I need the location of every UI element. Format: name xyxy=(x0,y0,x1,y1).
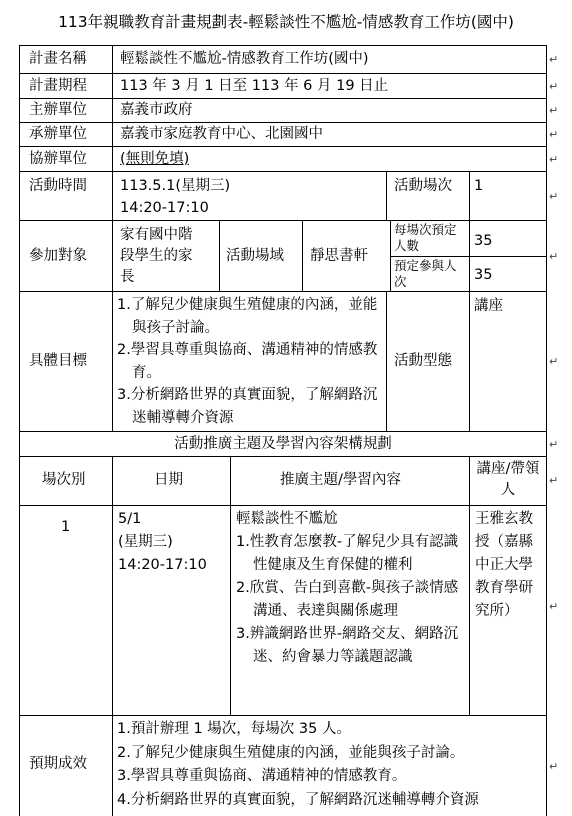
target-line-1: 家有國中階 xyxy=(120,227,193,243)
plan-period-value: 113 年 3 月 1 日至 113 年 6 月 19 日止 xyxy=(120,78,389,94)
theme-content xyxy=(236,508,466,669)
outcome-item: 2.了解兒少健康與生殖健康的內涵，並能與孩子討論。 xyxy=(117,744,465,761)
expected-per-value: 35 xyxy=(474,233,493,249)
goals-list xyxy=(117,294,383,429)
venue-label: 活動場域 xyxy=(226,248,284,264)
outcome-item: 4.分析網路世界的真實面貌，了解網路沉迷輔導轉介資源 xyxy=(117,791,479,808)
goal-item: 3.分析網路世界的真實面貌，了解網路沉迷輔導轉介資源 xyxy=(117,387,378,426)
target-label: 參加對象 xyxy=(29,248,87,264)
paragraph-mark: ↵ xyxy=(549,53,559,66)
co-organizer-value: (無則免填) xyxy=(120,151,190,167)
paragraph-mark: ↵ xyxy=(549,474,559,487)
host-value: 嘉義市政府 xyxy=(120,102,193,118)
theme-item: 2.欣賞、告白到喜歡-與孩子談情感溝通、表達與關係處理 xyxy=(236,580,459,619)
outcome-list xyxy=(117,718,545,812)
paragraph-mark: ↵ xyxy=(549,760,559,773)
target-line-3: 長 xyxy=(120,269,135,285)
goals-label: 具體目標 xyxy=(29,353,87,369)
activity-time-line1: 113.5.1(星期三) xyxy=(120,178,231,194)
plan-name-value: 輕鬆談性不尷尬-情感教育工作坊(國中) xyxy=(120,51,369,67)
page-title: 113年親職教育計畫規劃表-輕鬆談性不尷尬-情感教育工作坊(國中) xyxy=(58,13,514,31)
col-header-date: 日期 xyxy=(154,472,183,488)
session-date-line2: (星期三) xyxy=(118,534,173,550)
paragraph-mark: ↵ xyxy=(549,190,559,203)
expected-total-value: 35 xyxy=(474,267,493,283)
col-header-session: 場次別 xyxy=(42,472,86,488)
goal-item: 1.了解兒少健康與生殖健康的內涵，並能與孩子討論。 xyxy=(117,297,378,336)
speaker: 王雅玄教授（嘉縣中正大學教育學研究所） xyxy=(475,511,533,619)
paragraph-mark: ↵ xyxy=(549,600,559,613)
outcome-item: 3.學習具尊重與協商、溝通精神的情感教育。 xyxy=(117,768,407,784)
activity-type-label: 活動型態 xyxy=(394,353,452,369)
paragraph-mark: ↵ xyxy=(549,355,559,368)
paragraph-mark: ↵ xyxy=(549,80,559,93)
outcome-label: 預期成效 xyxy=(29,756,87,772)
sessions-label: 活動場次 xyxy=(394,178,452,194)
expected-per-label: 每場次預定人數 xyxy=(394,222,457,253)
venue-value: 靜思書軒 xyxy=(310,248,368,264)
organizer-value: 嘉義市家庭教育中心、北園國中 xyxy=(120,126,323,142)
sessions-value: 1 xyxy=(474,178,484,194)
plan-name-label: 計畫名稱 xyxy=(29,51,87,67)
paragraph-mark: ↵ xyxy=(549,438,559,451)
plan-period-label: 計畫期程 xyxy=(29,78,87,94)
organizer-label: 承辦單位 xyxy=(29,126,87,142)
theme-title: 輕鬆談性不尷尬 xyxy=(236,511,338,527)
co-organizer-label: 協辦單位 xyxy=(29,151,87,167)
goal-item: 2.學習具尊重與協商、溝通精神的情感教育。 xyxy=(117,342,378,381)
session-date-line3: 14:20-17:10 xyxy=(118,557,207,573)
outcome-item: 1.預計辦理 1 場次，每場次 35 人。 xyxy=(117,721,351,737)
paragraph-mark: ↵ xyxy=(549,250,559,263)
framework-heading: 活動推廣主題及學習內容架構規劃 xyxy=(174,436,392,452)
activity-time-label: 活動時間 xyxy=(29,178,87,194)
host-label: 主辦單位 xyxy=(29,102,87,118)
col-header-speaker: 講座/帶領人 xyxy=(476,461,540,498)
activity-time-line2: 14:20-17:10 xyxy=(120,200,209,216)
paragraph-mark: ↵ xyxy=(549,128,559,141)
paragraph-mark: ↵ xyxy=(549,104,559,117)
session-date-line1: 5/1 xyxy=(118,511,142,527)
paragraph-mark: ↵ xyxy=(549,153,559,166)
theme-item: 3.辨識網路世界-網路交友、網路沉迷、約會暴力等議題認識 xyxy=(236,626,459,665)
expected-total-label: 預定參與人次 xyxy=(394,258,457,289)
theme-item: 1.性教育怎麼教-了解兒少具有認識性健康及生育保健的權利 xyxy=(236,534,459,573)
col-header-theme: 推廣主題/學習內容 xyxy=(280,472,401,488)
target-line-2: 段學生的家 xyxy=(120,248,193,264)
activity-type-value: 講座 xyxy=(474,298,503,314)
session-number: 1 xyxy=(61,519,71,535)
